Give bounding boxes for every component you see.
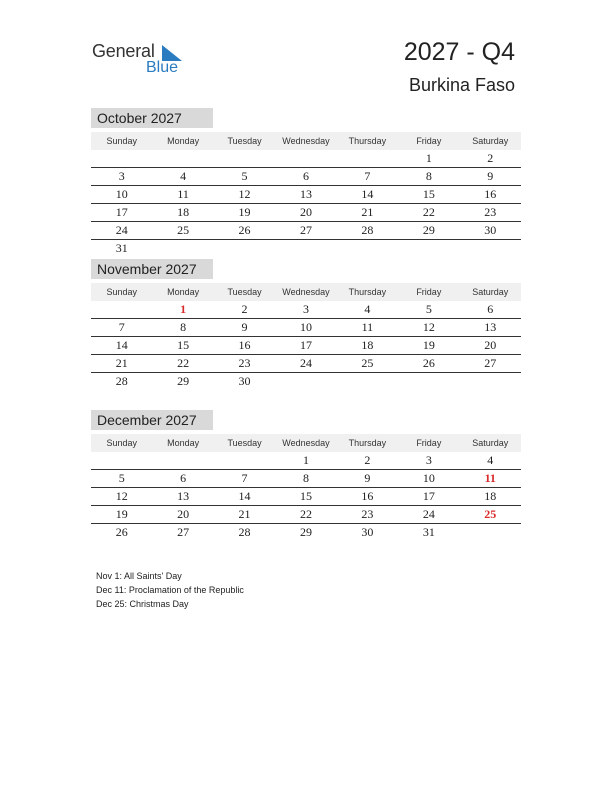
week-row [91,301,521,318]
weekday-label: Tuesday [227,287,262,297]
empty-day-cell [337,373,398,390]
day-cell: 16 [361,489,374,503]
day-cell: 26 [238,223,251,237]
day-cell: 14 [238,489,251,503]
day-cell: 6 [302,169,309,183]
weekday-label: Tuesday [227,136,262,146]
day-cell: 19 [238,205,251,219]
day-cell: 27 [484,356,497,370]
empty-day-cell [398,240,459,257]
weekday-label: Sunday [106,287,137,297]
empty-day-cell [275,150,336,167]
empty-day-cell [460,240,521,257]
day-cell: 25 [361,356,374,370]
day-cell: 4 [180,169,187,183]
empty-day-cell [460,373,521,390]
day-cell: 6 [487,302,494,316]
day-cell: 31 [115,241,128,255]
generalblue-logo [92,41,192,81]
day-cell: 30 [238,374,251,388]
holiday-note: Dec 25: Christmas Day [96,599,189,609]
day-cell: 28 [115,374,128,388]
month-label: October 2027 [91,108,213,128]
day-cell: 12 [422,320,435,334]
week-row [91,150,521,167]
day-cell: 22 [422,205,435,219]
weekday-label: Saturday [472,438,509,448]
day-cell: 15 [422,187,435,201]
day-cell: 7 [241,471,248,485]
day-cell: 20 [177,507,190,521]
day-cell: 14 [361,187,374,201]
day-cell: 25 [177,223,190,237]
day-cell: 29 [177,374,190,388]
day-cell: 29 [299,525,312,539]
day-cell: 10 [299,320,312,334]
day-cell: 25 [484,507,497,521]
weekday-label: Wednesday [282,438,330,448]
day-cell: 16 [484,187,497,201]
day-cell: 13 [177,489,190,503]
weekday-header [91,132,521,150]
day-cell: 1 [180,302,187,316]
quarter-title: 2027 - Q4 [403,38,515,66]
day-cell: 14 [115,338,128,352]
day-cell: 5 [241,169,248,183]
weekday-label: Thursday [348,438,387,448]
day-cell: 1 [425,151,432,165]
day-cell: 10 [115,187,128,201]
week-row [91,239,521,257]
day-cell: 19 [422,338,435,352]
empty-day-cell [337,240,398,257]
weekday-label: Monday [167,438,200,448]
weeks [91,301,521,390]
empty-day-cell [152,452,213,469]
empty-day-cell [398,373,459,390]
weekday-label: Friday [416,287,442,297]
weekday-label: Thursday [348,287,387,297]
day-cell: 21 [115,356,128,370]
weekday-label: Friday [416,136,442,146]
weekday-header [91,283,521,301]
day-cell: 3 [118,169,125,183]
empty-day-cell [460,524,521,541]
day-cell: 3 [302,302,309,316]
day-cell: 21 [361,205,374,219]
weekday-label: Wednesday [282,287,330,297]
weekday-header [91,434,521,452]
day-cell: 23 [361,507,374,521]
week-row [91,487,521,505]
empty-day-cell [214,150,275,167]
week-row [91,318,521,336]
empty-day-cell [152,240,213,257]
empty-day-cell [275,373,336,390]
week-row [91,469,521,487]
weekday-label: Sunday [106,438,137,448]
day-cell: 24 [115,223,128,237]
empty-day-cell [275,240,336,257]
day-cell: 21 [238,507,251,521]
logo-blue-text: Blue [146,59,179,76]
weeks [91,150,521,257]
weekday-label: Saturday [472,136,509,146]
weekday-label: Tuesday [227,438,262,448]
day-cell: 31 [422,525,435,539]
day-cell: 17 [299,338,312,352]
day-cell: 13 [484,320,497,334]
month-label: December 2027 [91,410,213,430]
weekday-label: Friday [416,438,442,448]
day-cell: 23 [238,356,251,370]
day-cell: 30 [484,223,497,237]
day-cell: 12 [238,187,251,201]
day-cell: 26 [115,525,128,539]
month-december [91,410,521,541]
empty-day-cell [337,150,398,167]
day-cell: 22 [177,356,190,370]
day-cell: 5 [425,302,432,316]
day-cell: 12 [115,489,128,503]
month-label: November 2027 [91,259,213,279]
holiday-note: Dec 11: Proclamation of the Republic [96,585,244,595]
day-cell: 18 [177,205,190,219]
empty-day-cell [91,301,152,318]
week-row [91,336,521,354]
day-cell: 15 [299,489,312,503]
week-row [91,505,521,523]
week-row [91,523,521,541]
day-cell: 4 [364,302,371,316]
weekday-label: Monday [167,287,200,297]
empty-day-cell [214,240,275,257]
day-cell: 13 [299,187,312,201]
day-cell: 3 [425,453,432,467]
day-cell: 11 [484,471,496,485]
day-cell: 2 [487,151,494,165]
day-cell: 20 [484,338,497,352]
day-cell: 1 [302,453,309,467]
day-cell: 10 [422,471,435,485]
month-november [91,259,521,390]
day-cell: 30 [361,525,374,539]
holiday-notes [96,569,244,611]
day-cell: 9 [241,320,248,334]
day-cell: 4 [487,453,494,467]
logo-general-text: General [92,41,155,61]
day-cell: 24 [299,356,312,370]
empty-day-cell [214,452,275,469]
day-cell: 17 [115,205,128,219]
day-cell: 16 [238,338,251,352]
day-cell: 8 [302,471,309,485]
weekday-label: Thursday [348,136,387,146]
day-cell: 17 [422,489,435,503]
day-cell: 9 [487,169,494,183]
day-cell: 19 [115,507,128,521]
day-cell: 5 [118,471,125,485]
week-row [91,167,521,185]
day-cell: 29 [422,223,435,237]
week-row [91,372,521,390]
weekday-label: Saturday [472,287,509,297]
day-cell: 28 [361,223,374,237]
day-cell: 27 [299,223,312,237]
day-cell: 18 [484,489,497,503]
day-cell: 2 [364,453,371,467]
weekday-label: Sunday [106,136,137,146]
empty-day-cell [91,452,152,469]
week-row [91,354,521,372]
day-cell: 8 [425,169,432,183]
day-cell: 18 [361,338,374,352]
day-cell: 11 [177,187,189,201]
day-cell: 2 [241,302,248,316]
week-row [91,185,521,203]
day-cell: 20 [299,205,312,219]
week-row [91,452,521,469]
day-cell: 8 [180,320,187,334]
weekday-label: Wednesday [282,136,330,146]
holiday-note: Nov 1: All Saints' Day [96,571,182,581]
country-name: Burkina Faso [408,75,515,95]
day-cell: 26 [422,356,435,370]
day-cell: 28 [238,525,251,539]
day-cell: 7 [118,320,125,334]
weekday-label: Monday [167,136,200,146]
day-cell: 24 [422,507,435,521]
week-row [91,221,521,239]
day-cell: 7 [364,169,371,183]
day-cell: 15 [177,338,190,352]
day-cell: 6 [180,471,187,485]
weeks [91,452,521,541]
week-row [91,203,521,221]
month-october [91,108,521,257]
empty-day-cell [152,150,213,167]
day-cell: 23 [484,205,497,219]
day-cell: 27 [177,525,190,539]
empty-day-cell [91,150,152,167]
day-cell: 22 [299,507,312,521]
day-cell: 9 [364,471,371,485]
day-cell: 11 [361,320,374,334]
